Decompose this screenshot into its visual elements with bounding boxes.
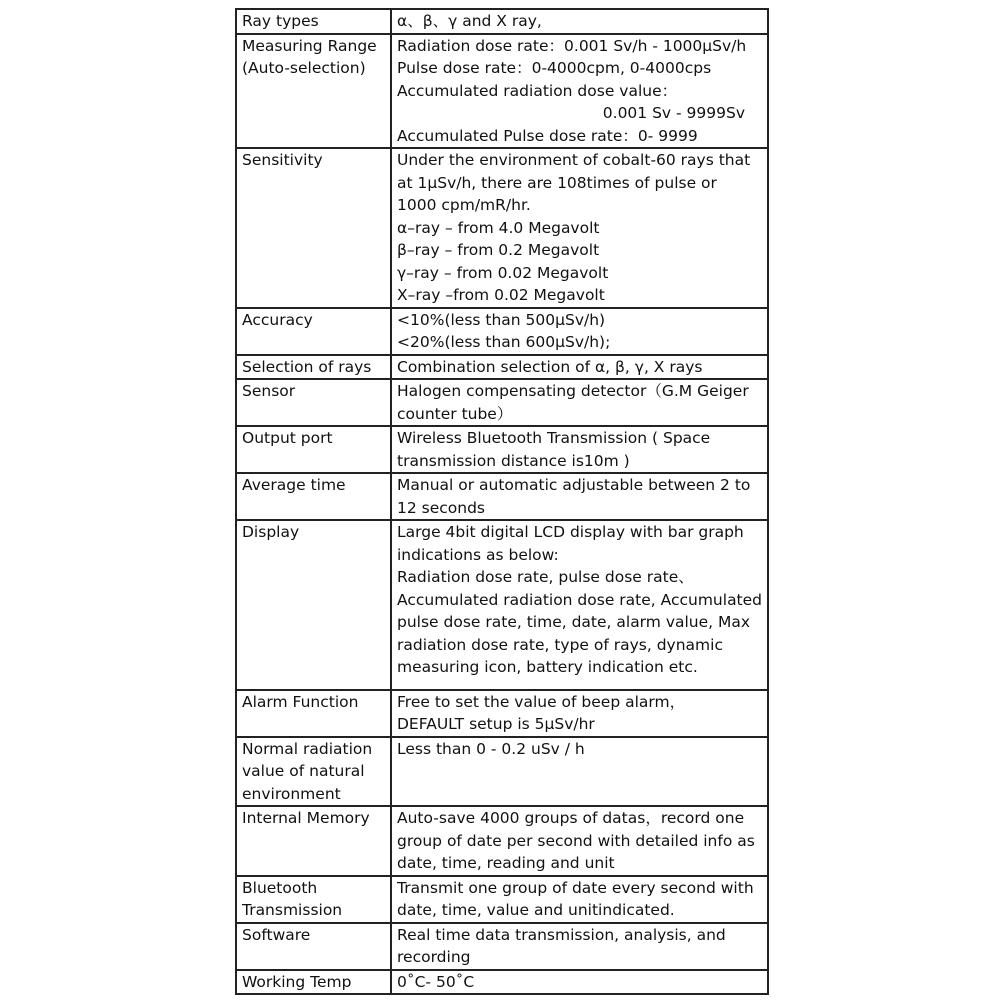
label-line: Ray types [242, 12, 319, 30]
spec-label [236, 308, 391, 355]
spec-value [391, 355, 768, 380]
spec-value [391, 923, 768, 970]
value-line: 12 seconds [397, 498, 486, 517]
spec-label [236, 9, 391, 34]
value-line: Combination selection of α, β, γ, X rays [397, 357, 703, 376]
spec-label [236, 379, 391, 426]
label-line: Sensitivity [242, 151, 323, 169]
value-line: recording [397, 948, 471, 966]
table-row [236, 806, 768, 876]
value-line: Accumulated radiation dose rate, Accumulated [397, 590, 763, 609]
value-line: X–ray –from 0.02 Megavolt [397, 286, 605, 304]
value-line: 1000 cpm/mR/hr. [397, 196, 531, 214]
value-line: <10%(less than 500μSv/h) [397, 310, 606, 329]
value-line: Real time data transmission, analysis, and [397, 925, 726, 944]
table-row [236, 737, 768, 807]
spec-label [236, 923, 391, 970]
value-line: Auto-save 4000 groups of datas，record one [397, 809, 745, 827]
value-line: Accumulated Pulse dose rate：0- 9999 [397, 126, 698, 145]
label-line: Normal radiation [242, 739, 373, 758]
label-line: Accuracy [242, 310, 313, 329]
spec-label [236, 426, 391, 473]
spec-label [236, 520, 391, 690]
label-line: environment [242, 784, 341, 803]
label-line: value of natural [242, 762, 365, 780]
value-line: β–ray – from 0.2 Megavolt [397, 241, 600, 259]
label-line: Software [242, 925, 311, 944]
value-line: α、β、γ and X ray, [397, 12, 542, 30]
value-line: γ–ray – from 0.02 Megavolt [397, 263, 609, 282]
spec-value [391, 34, 768, 149]
value-line: Pulse dose rate：0-4000cpm, 0-4000cps [397, 59, 712, 77]
table-row [236, 308, 768, 355]
table-row [236, 9, 768, 34]
value-line: measuring icon, battery indication etc. [397, 658, 698, 676]
label-line: Working Temp [242, 972, 352, 991]
label-line: Display [242, 523, 300, 541]
spec-label [236, 737, 391, 807]
value-line: Radiation dose rate：0.001 Sv/h - 1000μSv/h [397, 36, 747, 55]
table-row [236, 473, 768, 520]
spec-label [236, 473, 391, 520]
label-line: Selection of rays [242, 357, 372, 376]
value-line: date, time, reading and unit [397, 854, 615, 872]
label-line: Alarm Function [242, 692, 359, 711]
value-line: DEFAULT setup is 5μSv/hr [397, 715, 595, 733]
spec-label [236, 970, 391, 995]
spec-value [391, 876, 768, 923]
value-line: Less than 0 - 0.2 uSv / h [397, 739, 585, 758]
spec-label [236, 806, 391, 876]
label-line: Measuring Range [242, 36, 377, 55]
table-row [236, 426, 768, 473]
value-line: at 1μSv/h, there are 108times of pulse or [397, 173, 717, 192]
label-line: Transmission [242, 901, 343, 919]
value-line: Under the environment of cobalt-60 rays that [397, 151, 751, 169]
spec-value [391, 690, 768, 737]
table-row [236, 520, 768, 690]
value-line: 0˚C- 50˚C [397, 972, 475, 991]
value-line: Large 4bit digital LCD display with bar graph [397, 523, 744, 541]
label-line: Output port [242, 429, 333, 447]
spec-value [391, 308, 768, 355]
table-row [236, 690, 768, 737]
value-line: radiation dose rate, type of rays, dynamic [397, 635, 723, 654]
spec-label [236, 34, 391, 149]
value-line: Free to set the value of beep alarm， [397, 692, 686, 711]
spec-value [391, 9, 768, 34]
value-line: α–ray – from 4.0 Megavolt [397, 218, 600, 237]
value-line: <20%(less than 600μSv/h); [397, 333, 611, 351]
table-row [236, 379, 768, 426]
value-line: indications as below: [397, 545, 559, 564]
value-line: date, time, value and unitindicated. [397, 901, 675, 919]
spec-value [391, 806, 768, 876]
table-row [236, 970, 768, 995]
label-line: (Auto-selection) [242, 59, 366, 77]
spec-value [391, 473, 768, 520]
value-line: Radiation dose rate, pulse dose rate、 [397, 568, 694, 586]
spec-value [391, 520, 768, 690]
value-line: 0.001 Sv - 9999Sv [602, 104, 745, 122]
value-line: transmission distance is10m ) [397, 451, 630, 470]
label-line: Internal Memory [242, 809, 370, 827]
spec-value [391, 970, 768, 995]
spec-value [391, 379, 768, 426]
value-line: Transmit one group of date every second with [397, 878, 754, 897]
value-line: Halogen compensating detector（G.M Geiger [397, 382, 749, 400]
value-line: Manual or automatic adjustable between 2 to [397, 476, 751, 494]
table-row [236, 355, 768, 380]
value-line: group of date per second with detailed info as [397, 831, 755, 850]
value-line: counter tube） [397, 404, 513, 423]
table-row [236, 148, 768, 308]
value-line: pulse dose rate, time, date, alarm value, Max [397, 613, 751, 631]
table-row [236, 876, 768, 923]
spec-value [391, 737, 768, 807]
value-line: Accumulated radiation dose value： [397, 81, 678, 100]
spec-label [236, 876, 391, 923]
spec-label [236, 690, 391, 737]
label-line: Sensor [242, 382, 296, 400]
label-line: Bluetooth [242, 878, 318, 897]
spec-table [235, 8, 769, 995]
table-row [236, 923, 768, 970]
spec-value [391, 148, 768, 308]
spec-label [236, 148, 391, 308]
value-line: Wireless Bluetooth Transmission ( Space [397, 429, 711, 447]
spec-label [236, 355, 391, 380]
spec-value [391, 426, 768, 473]
table-row [236, 34, 768, 149]
label-line: Average time [242, 476, 346, 494]
